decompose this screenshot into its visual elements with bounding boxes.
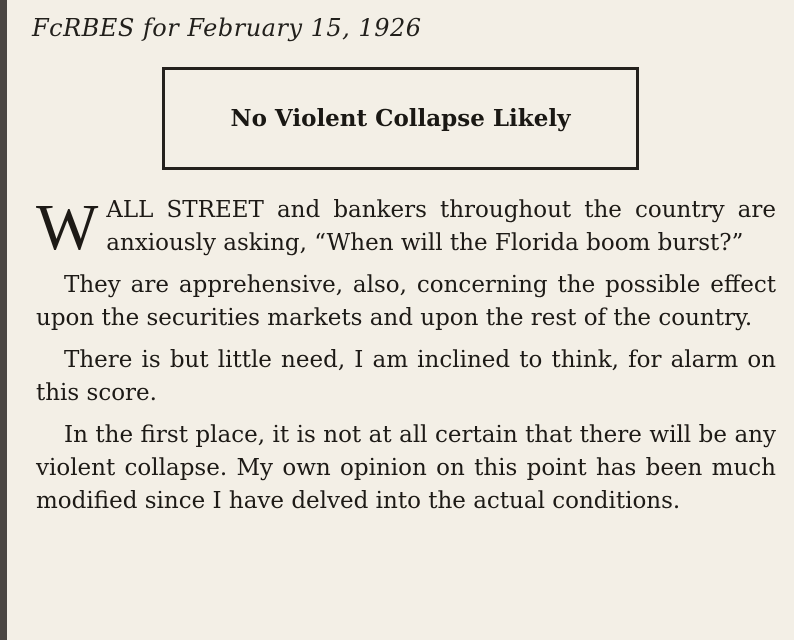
article-body bbox=[36, 191, 776, 527]
drop-cap: W bbox=[36, 191, 99, 264]
paragraph: In the first place, it is not at all certain that there will be any violent collapse. My own opinion on this point has been much modified since I have delved into the actual conditions. bbox=[36, 422, 776, 514]
paragraph-text: ALL STREET and bankers throughout the country are anxiously asking, “When will the Florida boom burst?” bbox=[106, 197, 776, 256]
headline: No Violent Collapse Likely bbox=[230, 105, 571, 132]
paragraph bbox=[36, 191, 776, 264]
paragraph: There is but little need, I am inclined to think, for alarm on this score. bbox=[36, 347, 776, 406]
page-edge-rule bbox=[0, 0, 7, 640]
paragraph: They are apprehensive, also, concerning the possible effect upon the securities markets and upon the rest of the country. bbox=[36, 272, 776, 331]
headline-box bbox=[162, 67, 639, 170]
masthead: FcRBES for February 15, 1926 bbox=[32, 14, 422, 42]
